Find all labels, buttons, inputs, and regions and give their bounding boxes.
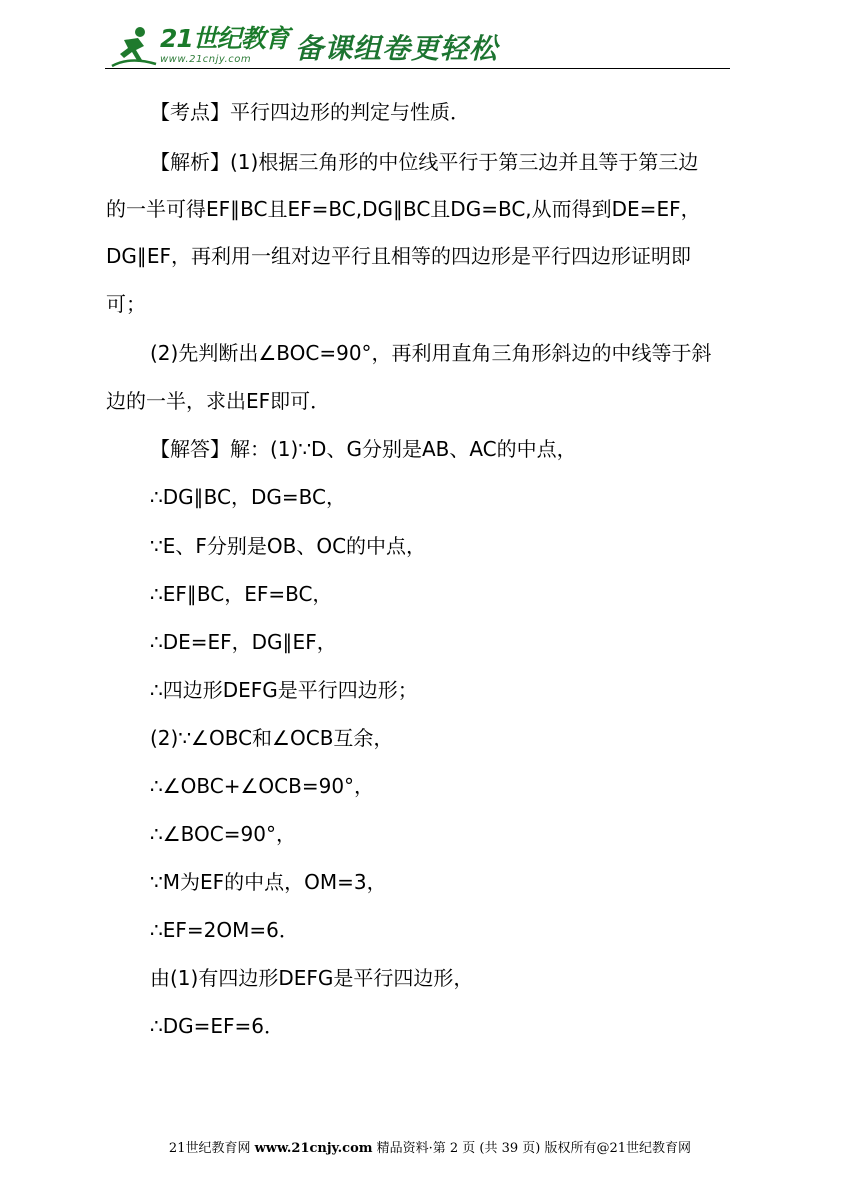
jiexi-line: 【解析】(1)根据三角形的中位线平行于第三边并且等于第三边 — [150, 150, 699, 174]
jieda-line: ∵M为EF的中点，OM=3， — [150, 870, 387, 894]
page-header — [0, 0, 860, 72]
jiexi-line: 的一半可得EF∥BC且EF=BC,DG∥BC且DG=BC,从而得到DE=EF， — [106, 197, 701, 221]
jieda-line: ∵E、F分别是OB、OC的中点， — [150, 534, 427, 558]
jieda-line: ∴DE=EF，DG∥EF， — [150, 630, 337, 654]
jieda-line: ∴∠BOC=90°， — [150, 822, 296, 846]
footer-suffix: 精品资料·第 2 页 (共 39 页) 版权所有@21世纪教育网 — [372, 1141, 692, 1156]
jiexi-line: DG∥EF，再利用一组对边平行且相等的四边形是平行四边形证明即 — [106, 244, 692, 268]
jiexi-line: 边的一半，求出EF即可． — [106, 389, 331, 413]
jiexi-line: 可； — [106, 292, 146, 316]
header-divider — [105, 68, 730, 69]
jieda-line: ∴EF∥BC，EF=BC， — [150, 582, 333, 606]
jieda-line: ∴DG=EF=6． — [150, 1014, 285, 1038]
runner-logo-icon — [110, 26, 158, 68]
jieda-line: ∴四边形DEFG是平行四边形； — [150, 678, 418, 702]
jieda-line: ∴EF=2OM=6． — [150, 918, 299, 942]
jieda-line: ∴∠OBC+∠OCB=90°， — [150, 774, 375, 798]
jieda-line: 【解答】解：(1)∵D、G分别是AB、AC的中点， — [150, 437, 577, 461]
logo-brand-text: 21世纪教育 — [160, 24, 289, 53]
jiexi-line: (2)先判断出∠BOC=90°，再利用直角三角形斜边的中线等于斜 — [150, 341, 712, 365]
page-footer — [0, 1140, 860, 1158]
jieda-line: (2)∵∠OBC和∠OCB互余， — [150, 726, 394, 750]
kaodian-line: 【考点】平行四边形的判定与性质． — [150, 100, 470, 124]
logo-url-text: www.21cnjy.com — [160, 54, 252, 65]
footer-prefix: 21世纪教育网 — [168, 1141, 255, 1156]
jieda-line: ∴DG∥BC，DG=BC， — [150, 485, 346, 509]
header-slogan: 备课组卷更轻松 — [295, 32, 499, 65]
jieda-line: 由(1)有四边形DEFG是平行四边形， — [150, 966, 474, 990]
footer-site-link[interactable]: www.21cnjy.com — [254, 1141, 373, 1156]
